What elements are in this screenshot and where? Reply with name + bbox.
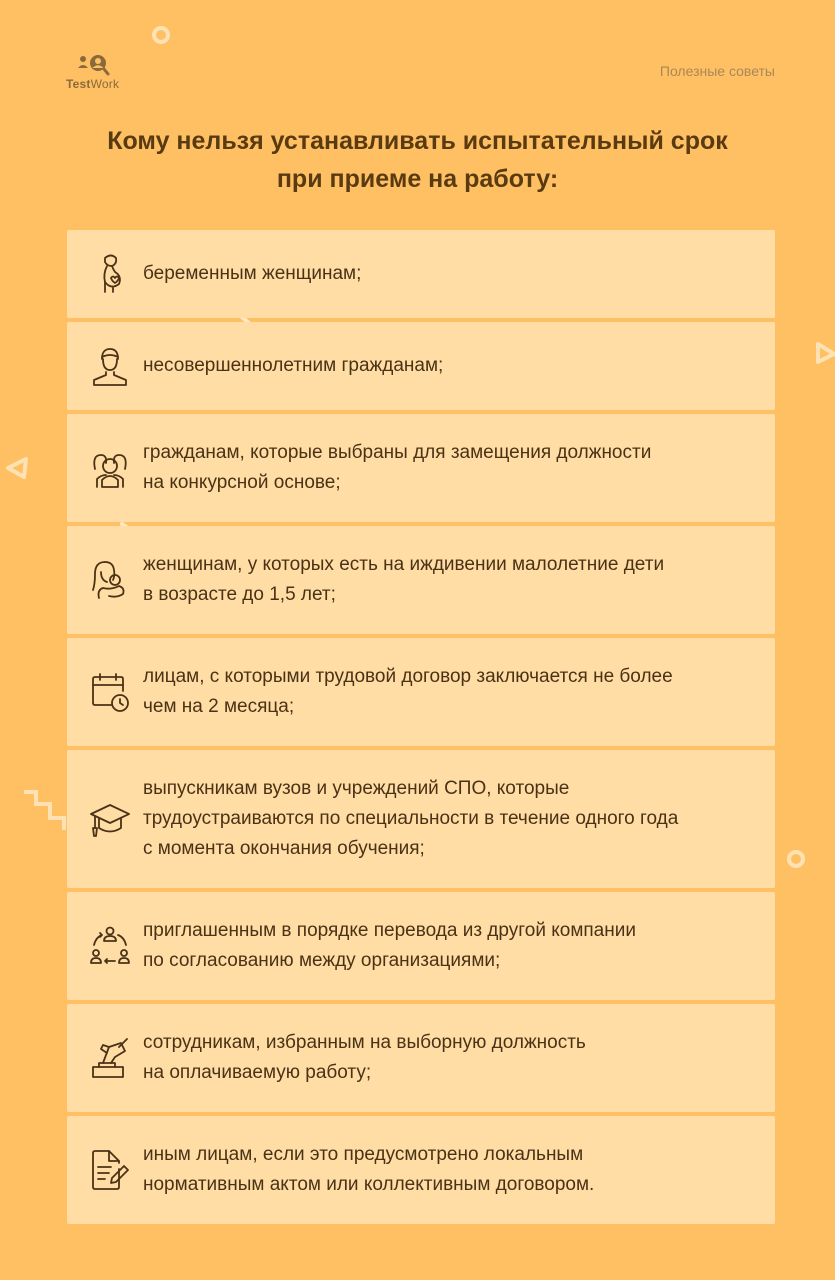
- list-item-other: [67, 1116, 775, 1224]
- list-item-text: [143, 550, 745, 610]
- list-item-line: чем на 2 месяца;: [143, 696, 295, 717]
- transfer-people-icon: [89, 925, 131, 967]
- logo[interactable]: [64, 52, 134, 92]
- list-item-line: в возрасте до 1,5 лет;: [143, 584, 336, 605]
- list-item-line: несовершеннолетним гражданам;: [143, 355, 444, 376]
- page-title-line-1: Кому нельзя устанавливать испытательный срок: [107, 127, 728, 155]
- teenager-icon: [89, 345, 131, 387]
- calendar-clock-icon: [89, 671, 131, 713]
- graduation-cap-icon: [89, 798, 131, 840]
- list-item-elected: [67, 1004, 775, 1112]
- list-item-graduates: [67, 750, 775, 888]
- deco-triangle-icon: [812, 340, 835, 366]
- list-item-line: гражданам, которые выбраны для замещения должности: [143, 442, 652, 463]
- list-item-line: иным лицам, если это предусмотрено локальным: [143, 1144, 584, 1165]
- voting-hand-icon: [89, 1037, 131, 1079]
- list-item-line: лицам, с которыми трудовой договор заключается не более: [143, 666, 673, 687]
- list-item-transfer: [67, 892, 775, 1000]
- deco-zigzag-icon: [22, 788, 68, 834]
- list-item-text: [143, 1028, 745, 1088]
- list-item-text: [143, 916, 745, 976]
- list-item-line: беременным женщинам;: [143, 263, 362, 284]
- page-title-line-2: при приеме на работу:: [276, 165, 559, 193]
- list-item-line: трудоустраиваются по специальности в течение одного года: [143, 808, 679, 829]
- list-item-text: [143, 1140, 745, 1200]
- logo-text-regular: Work: [90, 77, 120, 91]
- list-item-line: выпускникам вузов и учреждений СПО, которые: [143, 778, 570, 799]
- list-item-line: нормативным актом или коллективным договором.: [143, 1174, 595, 1195]
- list-item-line: на конкурсной основе;: [143, 472, 341, 493]
- list-item-line: по согласованию между организациями;: [143, 950, 501, 971]
- list-item-mothers: [67, 526, 775, 634]
- useful-tips-link[interactable]: Полезные советы: [659, 63, 775, 79]
- list-item-minors: [67, 322, 775, 410]
- page-title: [0, 122, 835, 198]
- list-item-text: [143, 774, 745, 864]
- list-item-text: [143, 259, 745, 289]
- list-item-text: [143, 662, 745, 722]
- list-item-text: [143, 438, 745, 498]
- deco-triangle-icon: [4, 455, 30, 481]
- logo-text-bold: Test: [66, 77, 91, 91]
- list-item-line: на оплачиваемую работу;: [143, 1062, 372, 1083]
- list-item-pregnant: [67, 230, 775, 318]
- list-item-line: приглашенным в порядке перевода из другой компании: [143, 920, 636, 941]
- mother-child-icon: [89, 558, 131, 600]
- list-item-text: [143, 351, 745, 381]
- logo-text: [66, 77, 119, 91]
- logo-people-search-icon: [78, 52, 118, 78]
- list-item-line: сотрудникам, избранным на выборную должность: [143, 1032, 586, 1053]
- group-people-icon: [89, 447, 131, 489]
- header: [0, 0, 835, 110]
- document-pen-icon: [89, 1149, 131, 1191]
- list-item-short-contract: [67, 638, 775, 746]
- list-item-line: женщинам, у которых есть на иждивении малолетние дети: [143, 554, 665, 575]
- list-item-competition: [67, 414, 775, 522]
- list-item-line: с момента окончания обучения;: [143, 838, 425, 859]
- pregnant-woman-icon: [89, 252, 131, 294]
- deco-ring-icon: [785, 848, 807, 870]
